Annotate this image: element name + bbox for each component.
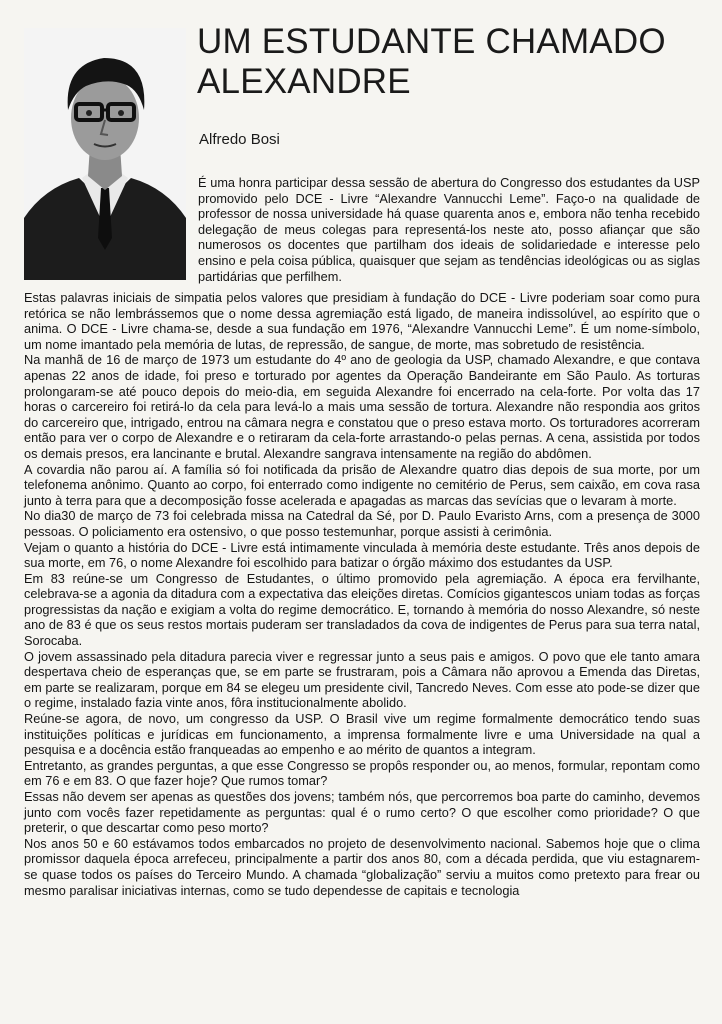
body-paragraph: Nos anos 50 e 60 estávamos todos embarcados no projeto de desenvolvimento nacional. Sabemos hoje que o clima promissor daquela época arrefeceu, principalmente a partir dos anos 80, com a década perdida, que viu estagnarem-se quase todos os países do Terceiro Mundo. A chamada “globalização” serviu a muitos como pretexto para frear ou mesmo paralisar iniciativas internas, como se tudo dependesse de capitais e tecnologia — [24, 835, 700, 898]
body-paragraph: Entretanto, as grandes perguntas, a que esse Congresso se propôs responder ou, ao menos, formular, repontam como em 76 e em 83. O que fazer hoje? Que rumos tomar? — [24, 757, 700, 789]
body-paragraph: Reúne-se agora, de novo, um congresso da USP. O Brasil vive um regime formalmente democrático tendo suas instituições políticas e jurídicas em funcionamento, a imprensa formalmente livre e uma Universidade na qual a pesquisa e a docência estão franqueadas ao empenho e ao mérito de quantos a integram. — [24, 711, 700, 758]
body-paragraph: Em 83 reúne-se um Congresso de Estudantes, o último promovido pela agremiação. A época era fervilhante, celebrava-se a agonia da ditadura com a expectativa das eleições diretas. Comícios gigantescos uniam todas as forças progressistas da nação e exigiam a volta do regime democrático. E, tornando à memória do nosso Alexandre, só neste ano de 83 é que os seus restos mortais puderam ser transladados da cova de indigentes de Perus para sua terra natal, Sorocaba. — [24, 570, 700, 649]
article-body — [24, 290, 700, 898]
body-paragraph: No dia30 de março de 73 foi celebrada missa na Catedral da Sé, por D. Paulo Evaristo Arns, com a presença de 3000 pessoas. O policiamento era ostensivo, o que posso testemunhar, porque assisti à cerimônia. — [24, 508, 700, 539]
article-author: Alfredo Bosi — [199, 131, 280, 148]
body-paragraph: Estas palavras iniciais de simpatia pelos valores que presidiam à fundação do DCE - Livre poderiam soar como pura retórica se não lembrássemos que o nome dessa agremiação está ligado, de maneira indissolúvel, ao espírito que o anima. O DCE - Livre chama-se, desde a sua fundação em 1976, “Alexandre Vannucchi Leme”. É um nome-símbolo, um nome imantado pela memória de lutas, de repressão, de sangue, de morte, mas sobretudo de resistência. — [24, 290, 700, 352]
body-paragraph: Na manhã de 16 de março de 1973 um estudante do 4º ano de geologia da USP, chamado Alexandre, e que contava apenas 22 anos de idade, foi preso e torturado por agentes da Operação Bandeirante em São Paulo. As torturas prolongaram-se até pouco depois do meio-dia, em seguida Alexandre foi encerrado na cela-forte. Por volta das 17 horas o carcereiro foi retirá-lo da cela para levá-lo a mais uma sessão de tortura. Alexandre não respondia aos gritos do carcereiro que, intrigado, entrou na câmara negra e constatou que o preso estava morto. Os torturadores acorreram então para ver o corpo de Alexandre e o retiraram da cela-forte arrastando-o pelas pernas. A cena, assistida por todos os demais presos, era lancinante e brutal. Alexandre sangrava intensamente na região do abdômen. — [24, 352, 700, 461]
body-paragraph: Essas não devem ser apenas as questões dos jovens; também nós, que percorremos boa parte do caminho, devemos junto com vocês fazer repetidamente as perguntas: qual é o rumo certo? O que escolher como prioridade? O que preterir, o que descartar como peso morto? — [24, 789, 700, 836]
body-paragraph: Vejam o quanto a história do DCE - Livre está intimamente vinculada à memória deste estudante. Três anos depois de sua morte, em 76, o nome Alexandre foi escolhido para batizar o órgão máximo dos estudantes da USP. — [24, 539, 700, 571]
body-paragraph: A covardia não parou aí. A família só foi notificada da prisão de Alexandre quatro dias depois de sua morte, por um telefonema anônimo. Quanto ao corpo, foi enterrado como indigente no cemitério de Perus, sem caixão, em cova rasa junto à terra para que a decomposição fosse acelerada e apagadas as marcas das sevícias que o levaram à morte. — [24, 461, 700, 508]
author-portrait-photo — [24, 28, 186, 280]
intro-paragraph-container — [198, 175, 700, 284]
article-title: UM ESTUDANTE CHAMADO ALEXANDRE — [197, 22, 666, 101]
body-paragraph: O jovem assassinado pela ditadura parecia viver e regressar junto a seus pais e amigos. O povo que ele tanto amara despertava cheio de esperanças que, se em parte se frustraram, pois a Câmara não aprovou a Emenda das Diretas, em parte se realizaram, porque em 84 se elegeu um presidente civil, Tancredo Neves. Com esse ato pode-se dizer que o regime, instalado fazia vinte anos, fôra institucionalmente abolido. — [24, 648, 700, 711]
intro-paragraph: É uma honra participar dessa sessão de abertura do Congresso dos estudantes da USP promovido pelo DCE - Livre “Alexandre Vannucchi Leme”. Faço-o na qualidade de professor de nossa universidade há quase quarenta anos e, embora não tenha recebido delegação de meus colegas para representá-los neste ato, posso afiançar que são numerosos os docentes que partilham dos ideais de solidariedade e interesse pelo ensino e pela coisa pública, quaisquer que sejam as tendências ideológicas ou as siglas partidárias que perfilhem. — [198, 175, 700, 284]
